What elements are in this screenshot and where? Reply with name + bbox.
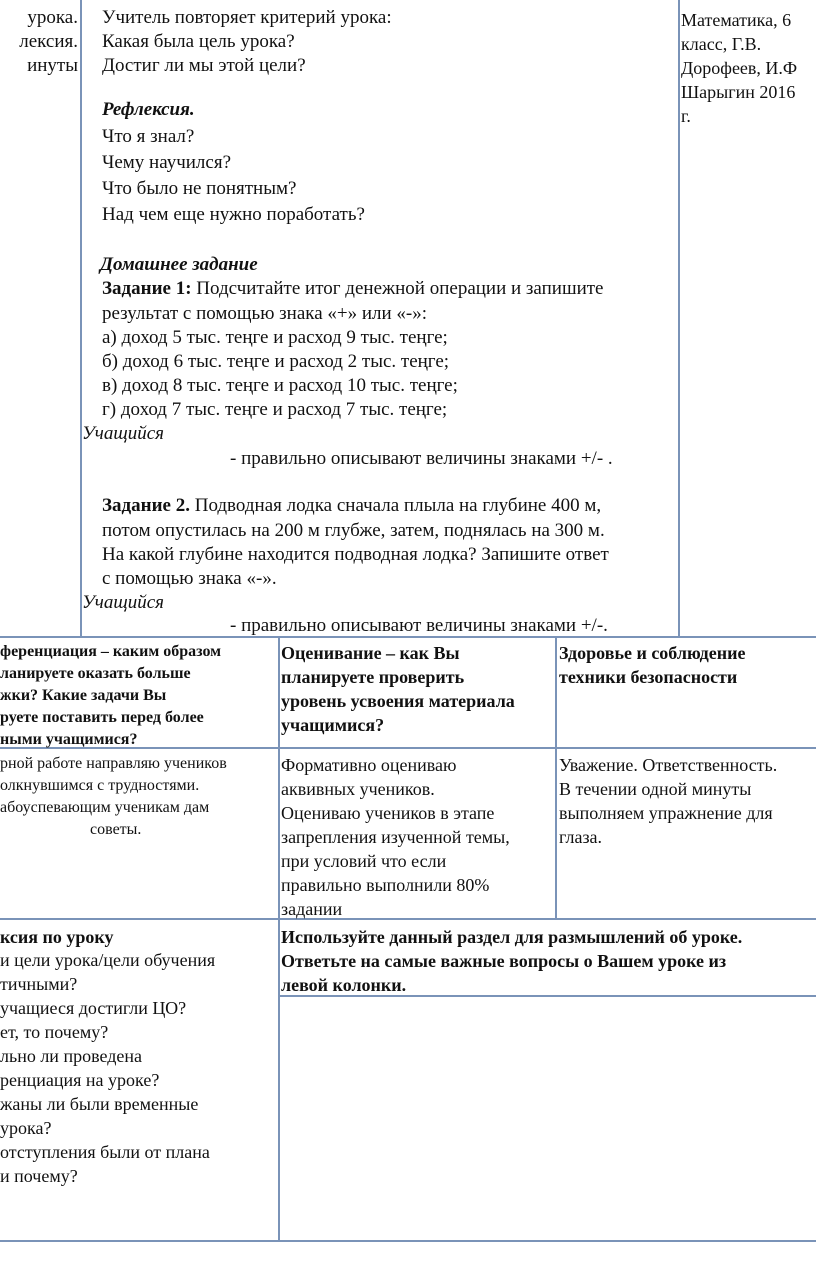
reflection-line: ренциация на уроке? xyxy=(0,1070,160,1090)
reflection-line: учащиеся достигли ЦО? xyxy=(0,998,187,1018)
table-border-left-col xyxy=(80,0,82,636)
lesson-content-cell xyxy=(102,6,672,78)
task1-first-line xyxy=(102,277,603,301)
reflection-title: Рефлексия. xyxy=(102,99,195,120)
header-line: руете поставить перед более xyxy=(0,709,204,726)
student-label: Учащийся xyxy=(82,423,164,444)
content-line: советы. xyxy=(90,821,142,838)
reflection-line: и почему? xyxy=(0,1166,78,1186)
textbook-line: г. xyxy=(681,106,691,126)
stage-label-line: лексия. xyxy=(19,31,78,52)
task1-lines xyxy=(102,302,458,422)
task2-first-line xyxy=(102,494,601,518)
reflection-notes-area[interactable] xyxy=(282,999,812,1237)
reflection-line: льно ли проведена xyxy=(0,1046,142,1066)
task2-line: На какой глубине находится подводная лодка? Запишите ответ xyxy=(102,544,609,565)
assessment-header xyxy=(281,641,553,737)
textbook-line: Дорофеев, И.Ф xyxy=(681,58,798,78)
health-header xyxy=(559,641,816,689)
stage-label-cell xyxy=(0,6,78,78)
reflection-line: отступления были от плана xyxy=(0,1142,210,1162)
prompt-line: левой колонки. xyxy=(281,975,407,995)
intro-line: Какая была цель урока? xyxy=(102,31,295,52)
reflection-line: ет, то почему? xyxy=(0,1022,109,1042)
task2-text: Подводная лодка сначала плыла на глубине 400 м, xyxy=(189,495,602,516)
lesson-reflection-questions xyxy=(0,948,276,1188)
textbook-reference-cell xyxy=(681,8,816,128)
reflection-line: жаны ли были временные xyxy=(0,1094,199,1114)
intro-line: Достиг ли мы этой цели? xyxy=(102,55,306,76)
header-line: Здоровье и соблюдение xyxy=(559,643,746,663)
task1-line: г) доход 7 тыс. теңге и расход 7 тыс. теңге; xyxy=(102,399,448,420)
reflection-question: Над чем еще нужно поработать? xyxy=(102,204,365,225)
student-label: Учащийся xyxy=(82,592,164,613)
task2-line: с помощью знака «-». xyxy=(102,568,277,589)
table-border-col-b xyxy=(555,636,557,918)
content-line: запрепления изученной темы, xyxy=(281,827,510,847)
reflection-question: Чему научился? xyxy=(102,152,232,173)
content-line: рной работе направляю учеников xyxy=(0,755,227,772)
differentiation-header xyxy=(0,641,276,751)
student-result: - правильно описывают величины знаками +/- . xyxy=(230,448,613,469)
content-line: В течении одной минуты xyxy=(559,779,752,799)
content-line: при условий что если xyxy=(281,851,447,871)
content-line: абоуспевающим ученикам дам xyxy=(0,799,210,816)
content-line: задании xyxy=(281,899,343,919)
task1-line: в) доход 8 тыс. теңге и расход 10 тыс. теңге; xyxy=(102,375,458,396)
task1-line: а) доход 5 тыс. теңге и расход 9 тыс. теңге; xyxy=(102,327,448,348)
task2-lines xyxy=(102,519,609,591)
task1-line: б) доход 6 тыс. теңге и расход 2 тыс. теңге; xyxy=(102,351,450,372)
stage-label-line: инуты xyxy=(27,55,78,76)
content-line: правильно выполнили 80% xyxy=(281,875,490,895)
header-line: техники безопасности xyxy=(559,667,738,687)
reflection-line: тичными? xyxy=(0,974,78,994)
stage-label-line: урока. xyxy=(27,7,78,28)
header-line: жки? Какие задачи Вы xyxy=(0,687,167,704)
prompt-line: Используйте данный раздел для размышлений об уроке. xyxy=(281,927,743,947)
textbook-line: класс, Г.В. xyxy=(681,34,762,54)
task1-line: результат с помощью знака «+» или «-»: xyxy=(102,303,428,324)
content-line: глаза. xyxy=(559,827,603,847)
reflection-question: Что я знал? xyxy=(102,126,195,147)
table-border-col-a xyxy=(278,636,280,1241)
header-line: ференциация – каким образом xyxy=(0,643,222,660)
content-line: аквивных учеников. xyxy=(281,779,435,799)
task1-text: Подсчитайте итог денежной операции и запишите xyxy=(191,278,604,299)
task1-label: Задание 1: xyxy=(102,278,192,299)
prompt-line: Ответьте на самые важные вопросы о Вашем уроке из xyxy=(281,951,727,971)
differentiation-content xyxy=(0,753,276,841)
content-line: олкнувшимся с трудностями. xyxy=(0,777,200,794)
task2-line: потом опустилась на 200 м глубже, затем, поднялась на 300 м. xyxy=(102,520,605,541)
intro-line: Учитель повторяет критерий урока: xyxy=(102,7,392,28)
header-line: учащимися? xyxy=(281,715,385,735)
table-border-right-col xyxy=(678,0,680,636)
table-border-bottom xyxy=(0,1240,816,1242)
reflection-line: и цели урока/цели обучения xyxy=(0,950,216,970)
reflection-line: урока? xyxy=(0,1118,52,1138)
header-line: ланируете оказать больше xyxy=(0,665,191,682)
reflection-questions xyxy=(102,125,365,229)
content-line: Уважение. Ответственность. xyxy=(559,755,778,775)
reflection-prompt xyxy=(281,925,816,997)
lesson-reflection-title: ксия по уроку xyxy=(0,927,114,947)
header-line: планируете проверить xyxy=(281,667,465,687)
header-line: ными учащимися? xyxy=(0,731,138,748)
student-result: - правильно описывают величины знаками +/-. xyxy=(230,615,608,636)
health-content xyxy=(559,753,816,849)
header-line: уровень усвоения материала xyxy=(281,691,515,711)
content-line: выполняем упражнение для xyxy=(559,803,773,823)
homework-title: Домашнее задание xyxy=(100,254,258,275)
task2-label: Задание 2. xyxy=(102,495,190,516)
reflection-question: Что было не понятным? xyxy=(102,178,297,199)
textbook-line: Математика, 6 xyxy=(681,10,792,30)
content-line: Оцениваю учеников в этапе xyxy=(281,803,495,823)
textbook-line: Шарыгин 2016 xyxy=(681,82,796,102)
header-line: Оценивание – как Вы xyxy=(281,643,460,663)
assessment-content xyxy=(281,753,553,921)
content-line: Формативно оцениваю xyxy=(281,755,457,775)
